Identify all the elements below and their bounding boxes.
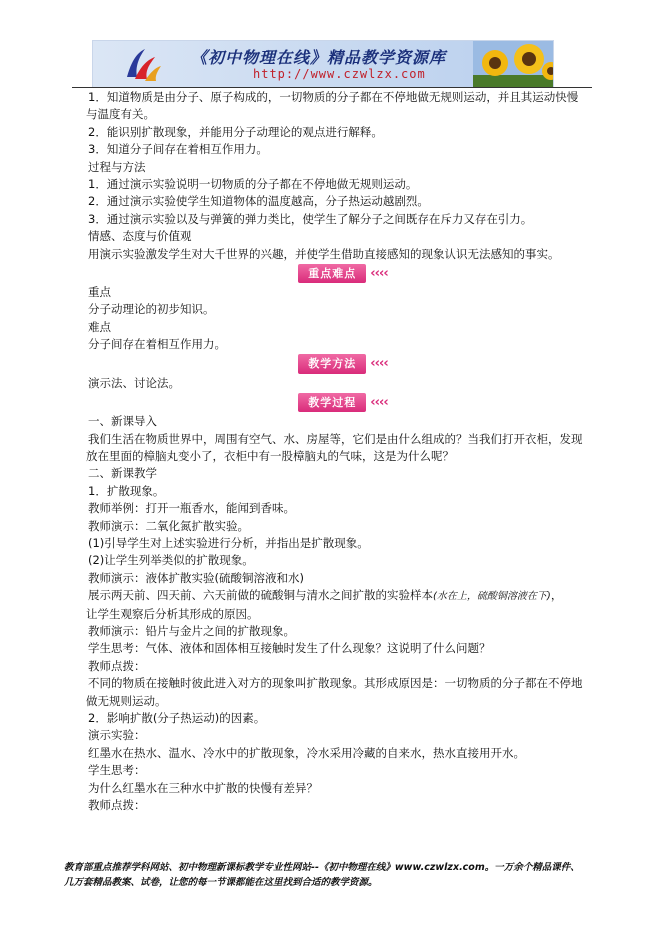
process-1: 1．通过演示实验说明一切物质的分子都在不停地做无规则运动。 — [88, 177, 418, 192]
process-2: 2．通过演示实验使学生知道物体的温度越高，分子热运动越剧烈。 — [88, 194, 429, 209]
item-diffusion: 1．扩散现象。 — [88, 483, 165, 498]
chevrons-icon: ‹‹‹‹ — [370, 394, 388, 410]
goal-3: 3．知道分子间存在着相互作用力。 — [88, 142, 268, 157]
sub-item-2: (2)让学生列举类似的扩散现象。 — [88, 553, 254, 568]
site-logo — [123, 47, 163, 83]
page-footer — [64, 860, 604, 890]
diffusion-definition: 不同的物质在接触时彼此进入对方的现象叫扩散现象。其形成原因是：一切物质的分子都在不停地 — [88, 676, 583, 691]
heading-process-method: 过程与方法 — [88, 159, 146, 174]
chevrons-icon: ‹‹‹‹ — [370, 265, 388, 281]
heading-attitude: 情感、态度与价值观 — [88, 229, 192, 244]
goal-1-cont: 与温度有关。 — [86, 107, 155, 122]
difficulty-text: 分子间存在着相互作用力。 — [88, 337, 226, 352]
section-teaching-heading: 二、新课教学 — [88, 466, 157, 481]
heading-difficulty: 难点 — [88, 319, 111, 334]
red-ink-demo: 红墨水在热水、温水、冷水中的扩散现象，冷水采用冷藏的自来水，热水直接用开水。 — [88, 745, 525, 760]
process-3: 3．通过演示实验以及与弹簧的弹力类比，使学生了解分子之间既存在斥力又存在引力。 — [88, 211, 533, 226]
section-bar-label: 教学过程 — [298, 393, 366, 412]
sample-display — [88, 587, 598, 605]
section-bar-label: 教学方法 — [298, 354, 366, 373]
section-bar-process — [88, 393, 598, 412]
goal-1: 1．知道物质是由分子、原子构成的，一切物质的分子都在不停地做无规则运动，并且其运动快慢 — [88, 90, 579, 104]
section-bar-key-points — [88, 264, 598, 283]
footer-line-1: 教育部重点推荐学科网站、初中物理新课标教学专业性网站--《初中物理在线》www.czwlzx.com。一万余个精品课件、 — [64, 862, 580, 873]
footer-line-2: 几万套精品教案、试卷，让您的每一节课都能在这里找到合适的教学资源。 — [64, 877, 378, 888]
demo-experiment: 演示实验： — [88, 728, 146, 743]
sample-display-comma: ， — [550, 588, 563, 603]
document-body — [88, 89, 598, 814]
student-think-1: 学生思考：气体、液体和固体相互接触时发生了什么现象？这说明了什么问题？ — [88, 641, 491, 656]
header-banner — [92, 40, 554, 88]
heading-key: 重点 — [88, 285, 111, 300]
diffusion-definition-cont: 做无规则运动。 — [86, 693, 167, 708]
method-text: 演示法、讨论法。 — [88, 375, 180, 390]
sample-display-note: (水在上，硫酸铜溶液在下) — [433, 591, 551, 603]
teacher-demo-solid: 教师演示：铅片与金片之间的扩散现象。 — [88, 623, 295, 638]
banner-title: 《初中物理在线》精品教学资源库 — [191, 48, 447, 67]
key-text: 分子动理论的初步知识。 — [88, 302, 215, 317]
banner-url: http://www.czwlzx.com — [253, 67, 426, 81]
attitude-text: 用演示实验激发学生对大千世界的兴趣，并使学生借助直接感知的现象认识无法感知的事实。 — [88, 246, 560, 261]
teacher-demo-no2: 教师演示：二氧化氮扩散实验。 — [88, 518, 249, 533]
student-think-2: 学生思考： — [88, 763, 146, 778]
teacher-example: 教师举例：打开一瓶香水，能闻到香味。 — [88, 501, 295, 516]
section-bar-label: 重点难点 — [298, 264, 366, 283]
teacher-hint-1: 教师点拨： — [88, 658, 146, 673]
sample-display-cont: 让学生观察后分析其形成的原因。 — [86, 606, 259, 621]
sub-item-1: (1)引导学生对上述实验进行分析，并指出是扩散现象。 — [88, 535, 369, 550]
sample-display-text: 展示两天前、四天前、六天前做的硫酸铜与清水之间扩散的实验样本 — [88, 588, 433, 603]
teacher-demo-liquid: 教师演示：液体扩散实验(硫酸铜溶液和水) — [88, 570, 304, 585]
question-red-ink: 为什么红墨水在三种水中扩散的快慢有差异？ — [88, 780, 318, 795]
goal-2: 2．能识别扩散现象，并能用分子动理论的观点进行解释。 — [88, 124, 383, 139]
sunflower-image — [473, 41, 553, 87]
section-bar-method — [88, 355, 598, 374]
intro-text-cont: 放在里面的樟脑丸变小了，衣柜中有一股樟脑丸的气味，这是为什么呢？ — [86, 448, 454, 463]
chevrons-icon: ‹‹‹‹ — [370, 356, 388, 372]
item-factors: 2．影响扩散(分子热运动)的因素。 — [88, 711, 266, 725]
intro-text: 我们生活在物质世界中，周围有空气、水、房屋等，它们是由什么组成的？当我们打开衣柜，发现 — [88, 431, 583, 446]
section-intro-heading: 一、新课导入 — [88, 414, 157, 429]
teacher-hint-2: 教师点拨： — [88, 798, 146, 813]
header-rule — [72, 87, 592, 88]
